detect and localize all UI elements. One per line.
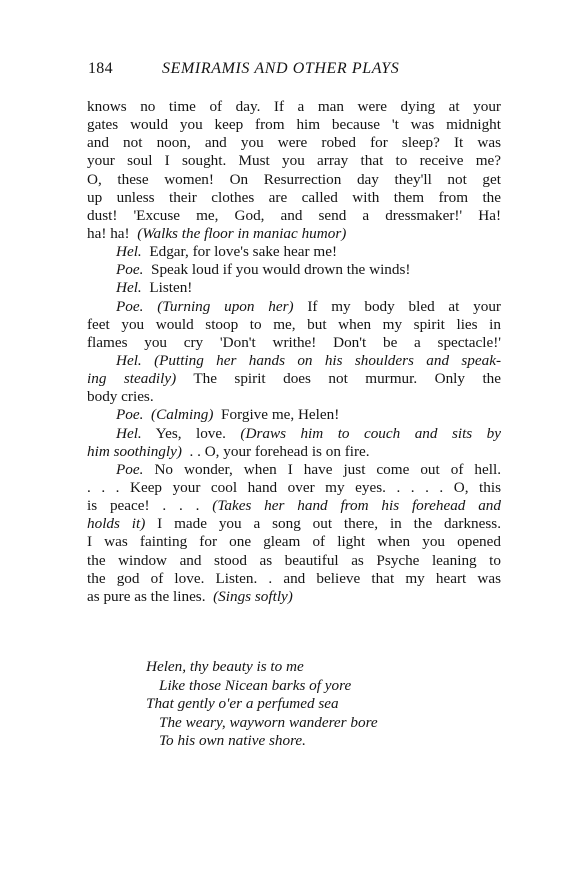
- stage-direction: holds it): [87, 515, 146, 533]
- stage-direction: ing steadily): [87, 370, 177, 388]
- speaker-label: Hel.: [116, 279, 142, 297]
- text-line: feet you would stoop to me, but when my spirit lies in: [87, 315, 501, 333]
- text-line: up unless their clothes are called with them from the: [87, 188, 501, 206]
- dialogue-text: ha! ha!: [87, 224, 130, 242]
- stage-direction: (Calming): [151, 406, 214, 424]
- text-line: flames you cry 'Don't writhe! Don't be a spectacle!': [87, 333, 501, 351]
- text-line: [87, 370, 501, 388]
- text-line: [87, 588, 501, 606]
- text-line: body cries.: [87, 388, 154, 406]
- speaker-label: Poe.: [116, 261, 144, 279]
- body-text: [87, 98, 501, 606]
- stage-direction: (Putting her hands on his shoulders and speak-: [154, 351, 502, 369]
- page-header: [88, 60, 399, 78]
- dialogue-text: No wonder, when I have just come out of hell.: [154, 460, 502, 478]
- poem-line: Helen, thy beauty is to me: [146, 658, 304, 675]
- dialogue-text: If my body bled at your: [307, 297, 501, 315]
- dialogue-text: Speak loud if you would drown the winds!: [151, 261, 411, 279]
- text-line: O, these women! On Resurrection day they'll not get: [87, 170, 501, 188]
- dialogue-line: [87, 261, 501, 279]
- poem-line: Like those Nicean barks of yore: [159, 676, 352, 694]
- dialogue-line: [87, 406, 501, 424]
- dialogue-text: as pure as the lines.: [87, 587, 206, 605]
- speaker-label: Poe.: [116, 460, 144, 478]
- poem-line: The weary, wayworn wanderer bore: [159, 713, 378, 731]
- speaker-label: Hel.: [116, 243, 142, 261]
- dialogue-text: Forgive me, Helen!: [221, 406, 340, 424]
- dialogue-text: is peace! . . .: [87, 497, 200, 515]
- speaker-label: Poe.: [116, 297, 144, 315]
- speaker-label: Hel.: [116, 424, 142, 442]
- text-line: dust! 'Excuse me, God, and send a dressmaker!' Ha!: [87, 206, 501, 224]
- text-line: [87, 443, 501, 461]
- text-line: the window and stood as beautiful as Psyche leaning to: [87, 551, 501, 569]
- text-line: [87, 225, 501, 243]
- poem-line: That gently o'er a perfumed sea: [146, 695, 339, 713]
- dialogue-line: [87, 298, 501, 316]
- stage-direction: him soothingly): [87, 442, 182, 460]
- text-line: I was fainting for one gleam of light when you opened: [87, 533, 501, 551]
- dialogue-line: [87, 425, 501, 443]
- dialogue-text: . . O, your forehead is on fire.: [189, 442, 370, 460]
- text-line: the god of love. Listen. . and believe that my heart was: [87, 569, 501, 587]
- poem-line: To his own native shore.: [159, 732, 306, 750]
- text-line: your soul I sought. Must you array that to receive me?: [87, 152, 501, 170]
- dialogue-text: Edgar, for love's sake hear me!: [149, 243, 337, 261]
- text-line: [87, 515, 501, 533]
- text-line: and not noon, and you were robed for sleep? It was: [87, 134, 501, 152]
- dialogue-text: Listen!: [149, 279, 193, 297]
- speaker-label: Poe.: [116, 406, 144, 424]
- text-line: [87, 497, 501, 515]
- running-title: SEMIRAMIS AND OTHER PLAYS: [162, 60, 400, 77]
- stage-direction: (Draws him to couch and sits by: [240, 424, 502, 442]
- stage-direction: (Turning upon her): [157, 297, 294, 315]
- stage-direction: (Walks the floor in maniac humor): [137, 224, 347, 242]
- speaker-label: Hel.: [116, 351, 142, 369]
- text-line: . . . Keep your cool hand over my eyes. . . . . O, this: [87, 478, 501, 496]
- text-line: gates would you keep from him because 't was midnight: [87, 116, 501, 134]
- dialogue-text: I made you a song out there, in the darkness.: [157, 515, 501, 533]
- dialogue-text: The spirit does not murmur. Only the: [193, 370, 501, 388]
- dialogue-line: [87, 352, 501, 370]
- poem-block: [146, 658, 378, 751]
- dialogue-line: [87, 461, 501, 479]
- text-line: knows no time of day. If a man were dying at your: [87, 98, 501, 115]
- stage-direction: (Takes her hand from his forehead and: [212, 497, 501, 515]
- dialogue-text: Yes, love.: [155, 424, 226, 442]
- page-number: 184: [88, 60, 113, 77]
- dialogue-line: [87, 279, 501, 297]
- dialogue-line: [87, 243, 501, 261]
- stage-direction: (Sings softly): [213, 587, 293, 605]
